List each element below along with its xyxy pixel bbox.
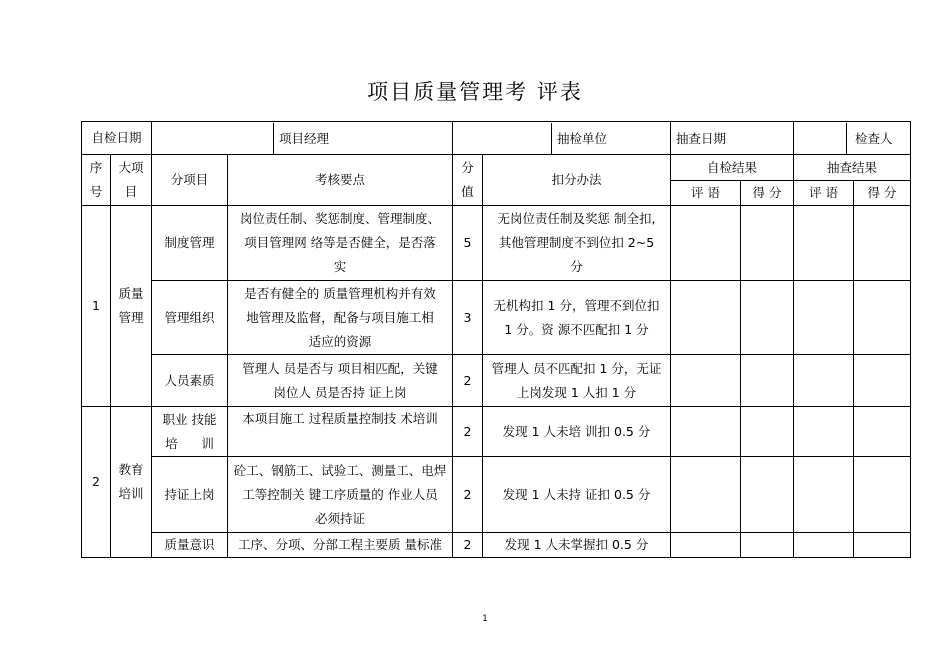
key-points-header: 考核要点 [228, 155, 453, 206]
spot-comment-input[interactable] [794, 281, 854, 355]
key-line: 适应的资源 [308, 333, 372, 349]
deduction-cell [483, 355, 671, 407]
sub-item-cell: 持证上岗 [152, 457, 228, 533]
score-value-cell: 3 [453, 281, 483, 355]
key-points-cell [228, 355, 453, 407]
spot-comment-input[interactable] [794, 407, 854, 457]
evaluation-table [81, 121, 911, 558]
self-comment-header: 评 语 [671, 181, 741, 206]
sub-item-cell: 制度管理 [152, 206, 228, 281]
key-line: 砼工、钢筋工、试验工、测量工、电焊 [233, 462, 447, 478]
sub-item-cell: 管理组织 [152, 281, 228, 355]
key-points-cell [228, 407, 453, 457]
key-points-cell [228, 533, 453, 558]
key-line: 必须持证 [314, 510, 365, 526]
score-value-cell: 2 [453, 355, 483, 407]
key-line: 工等控制关 键工序质量的 作业人员 [242, 486, 438, 502]
self-comment-input[interactable] [671, 206, 741, 281]
spot-score-input[interactable] [854, 457, 911, 533]
spot-comment-input[interactable] [794, 355, 854, 407]
spot-check-date-label: 抽查日期 [676, 130, 727, 146]
score-value-cell: 5 [453, 206, 483, 281]
group-seq: 1 [82, 206, 111, 407]
self-result-header: 自检结果 [671, 155, 794, 181]
table-row [82, 355, 911, 407]
sub-item-line2: 培 训 [165, 435, 214, 451]
self-score-input[interactable] [741, 355, 794, 407]
deduct-line: 上岗发现 1 人扣 1 分 [516, 384, 637, 400]
self-score-input[interactable] [741, 457, 794, 533]
deduction-header: 扣分办法 [483, 155, 671, 206]
spot-comment-header: 评 语 [794, 181, 854, 206]
deduct-line: 发现 1 人未掌握扣 0.5 分 [504, 537, 649, 552]
table-row [82, 206, 911, 281]
group-major-line1: 教育 [118, 462, 144, 477]
spot-check-date-field[interactable] [794, 122, 911, 155]
self-comment-input[interactable] [671, 355, 741, 407]
deduction-cell [483, 281, 671, 355]
sub-item-cell: 人员素质 [152, 355, 228, 407]
score-header-top: 分 [461, 160, 474, 175]
check-unit-label: 抽检单位 [557, 130, 608, 146]
group-major [111, 407, 152, 558]
key-line: 岗位人 员是否持 证上岗 [273, 384, 407, 400]
major-header-bottom: 目 [124, 184, 138, 199]
self-comment-input[interactable] [671, 533, 741, 558]
page-title: 项目质量管理考 评表 [367, 80, 583, 104]
key-line: 岗位责任制、奖惩制度、管理制度、 [239, 211, 440, 226]
self-score-input[interactable] [741, 533, 794, 558]
self-score-header: 得 分 [741, 181, 794, 206]
self-comment-input[interactable] [671, 281, 741, 355]
project-manager-label: 项目经理 [279, 130, 330, 146]
score-value-cell: 2 [453, 457, 483, 533]
deduct-line: 发现 1 人未持 证扣 0.5 分 [502, 486, 651, 502]
key-line: 项目管理网 络等是否健全，是否落 [244, 235, 436, 250]
deduct-line: 发现 1 人未培 训扣 0.5 分 [502, 423, 651, 439]
inspector-label: 检查人 [855, 130, 893, 146]
deduct-line: 无机构扣 1 分，管理不到位扣 [493, 297, 660, 313]
group-major-line2: 管理 [118, 310, 144, 325]
sub-item-line1: 职业 技能 [162, 411, 217, 427]
header-row [82, 155, 911, 181]
deduction-cell [483, 407, 671, 457]
deduct-line: 其他管理制度不到位扣 2~5 [498, 235, 655, 250]
score-header-bottom: 值 [461, 184, 474, 199]
key-points-cell [228, 457, 453, 533]
score-value-cell: 2 [453, 407, 483, 457]
sub-item-cell: 质量意识 [152, 533, 228, 558]
deduct-line: 无岗位责任制及奖惩 制全扣, [497, 211, 656, 226]
table-row [82, 281, 911, 355]
deduction-cell [483, 457, 671, 533]
key-line: 实 [333, 259, 347, 274]
self-comment-input[interactable] [671, 407, 741, 457]
seq-header [82, 155, 111, 206]
score-header [453, 155, 483, 206]
group-seq: 2 [82, 407, 111, 558]
spot-comment-input[interactable] [794, 457, 854, 533]
spot-score-input[interactable] [854, 206, 911, 281]
info-row [82, 122, 911, 155]
spot-score-input[interactable] [854, 281, 911, 355]
deduct-line: 1 分。资 源不匹配扣 1 分 [504, 321, 649, 337]
table-row [82, 407, 911, 457]
key-points-cell [228, 281, 453, 355]
self-comment-input[interactable] [671, 457, 741, 533]
key-points-cell [228, 206, 453, 281]
self-score-input[interactable] [741, 407, 794, 457]
table-row [82, 533, 911, 558]
spot-score-input[interactable] [854, 407, 911, 457]
group-major-line1: 质量 [118, 286, 144, 301]
group-major [111, 206, 152, 407]
spot-result-header: 抽查结果 [794, 155, 911, 181]
deduct-line: 分 [570, 259, 583, 274]
self-check-date-field[interactable] [152, 122, 453, 155]
key-line: 是否有健全的 质量管理机构并有效 [244, 285, 436, 301]
score-value-cell: 2 [453, 533, 483, 558]
spot-comment-input[interactable] [794, 533, 854, 558]
major-header [111, 155, 152, 206]
check-unit-field[interactable] [671, 122, 794, 155]
key-line: 管理人 员是否与 项目相匹配，关键 [242, 360, 438, 376]
sub-item-header: 分项目 [152, 155, 228, 206]
deduction-cell [483, 206, 671, 281]
major-header-top: 大项 [118, 160, 144, 175]
self-score-input[interactable] [741, 281, 794, 355]
spot-score-header: 得 分 [854, 181, 911, 206]
deduct-line: 管理人 员不匹配扣 1 分，无证 [491, 360, 662, 376]
spot-comment-input[interactable] [794, 206, 854, 281]
key-line: 本项目施工 过程质量控制技 术培训 [242, 411, 438, 426]
deduction-cell [483, 533, 671, 558]
key-line: 地管理及监督，配备与项目施工相 [246, 309, 434, 325]
table-row [82, 457, 911, 533]
spot-score-input[interactable] [854, 355, 911, 407]
page-number: 1 [482, 614, 488, 624]
group-major-line2: 培训 [118, 486, 144, 501]
seq-header-bottom: 号 [89, 184, 103, 199]
self-check-date-label: 自检日期 [82, 122, 152, 155]
seq-header-top: 序 [89, 160, 103, 175]
spot-score-input[interactable] [854, 533, 911, 558]
sub-item-cell [152, 407, 228, 457]
key-line: 工序、分项、分部工程主要质 量标准 [238, 537, 442, 552]
project-manager-field[interactable] [453, 122, 671, 155]
self-score-input[interactable] [741, 206, 794, 281]
